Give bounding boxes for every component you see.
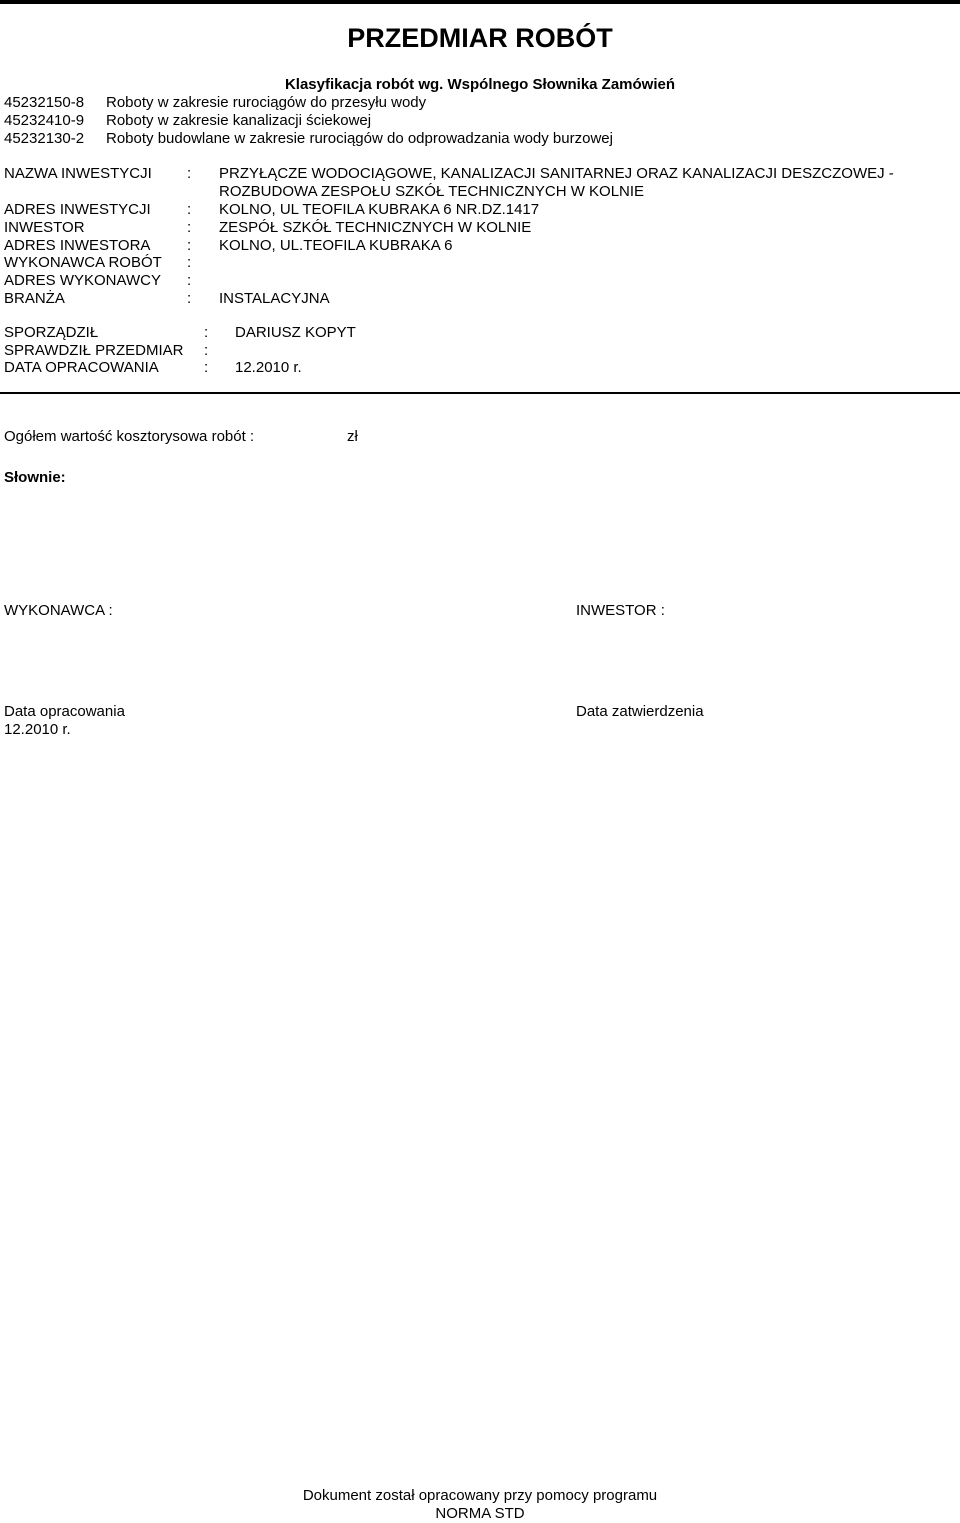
field-value-investor-address: KOLNO, UL.TEOFILA KUBRAKA 6 [219, 237, 453, 254]
field-value-investment-name: PRZYŁĄCZE WODOCIĄGOWE, KANALIZACJI SANITARNEJ ORAZ KANALIZACJI DESZCZOWEJ - [219, 165, 894, 182]
classification-heading: Klasyfikacja robót wg. Wspólnego Słownika Zamówień [284, 76, 676, 93]
page-title: PRZEDMIAR ROBÓT [347, 23, 613, 53]
date-approved-label: Data zatwierdzenia [576, 703, 704, 720]
date-prepared-label: Data opracowania [4, 703, 125, 720]
field-value-branch: INSTALACYJNA [219, 290, 330, 307]
cpv-description: Roboty budowlane w zakresie rurociągów do odprowadzania wody burzowej [106, 130, 613, 147]
field-separator: : [187, 201, 192, 218]
footer-program-name: NORMA STD [435, 1505, 525, 1522]
total-value-label: Ogółem wartość kosztorysowa robót : [4, 428, 255, 445]
field-separator: : [204, 359, 209, 376]
cpv-code: 45232130-2 [4, 130, 85, 147]
field-label-branch: BRANŻA [4, 290, 65, 307]
section-divider [0, 392, 960, 394]
cpv-description: Roboty w zakresie kanalizacji ściekowej [106, 112, 372, 129]
field-separator: : [187, 165, 192, 182]
field-label-preparation-date: DATA OPRACOWANIA [4, 359, 159, 376]
field-label-contractor: WYKONAWCA ROBÓT [4, 254, 162, 271]
field-value-investment-address: KOLNO, UL TEOFILA KUBRAKA 6 NR.DZ.1417 [219, 201, 540, 218]
field-value-investor: ZESPÓŁ SZKÓŁ TECHNICZNYCH W KOLNIE [219, 219, 532, 236]
field-value-investment-name-cont: ROZBUDOWA ZESPOŁU SZKÓŁ TECHNICZNYCH W KOLNIE [219, 183, 645, 200]
date-prepared-value: 12.2010 r. [4, 721, 71, 738]
top-rule [0, 0, 960, 4]
field-separator: : [187, 290, 192, 307]
footer-note: Dokument został opracowany przy pomocy programu [302, 1487, 658, 1504]
contractor-signature-label: WYKONAWCA : [4, 602, 113, 619]
field-label-prepared-by: SPORZĄDZIŁ [4, 324, 99, 341]
cpv-code: 45232150-8 [4, 94, 85, 111]
field-separator: : [204, 342, 209, 359]
field-separator: : [187, 219, 192, 236]
cpv-code: 45232410-9 [4, 112, 85, 129]
field-separator: : [187, 272, 192, 289]
field-separator: : [204, 324, 209, 341]
field-label-investor: INWESTOR [4, 219, 85, 236]
field-label-contractor-address: ADRES WYKONAWCY [4, 272, 161, 289]
amount-in-words-label: Słownie: [4, 469, 66, 486]
investor-signature-label: INWESTOR : [576, 602, 665, 619]
field-label-investment-address: ADRES INWESTYCJI [4, 201, 151, 218]
field-separator: : [187, 254, 192, 271]
field-separator: : [187, 237, 192, 254]
field-label-investor-address: ADRES INWESTORA [4, 237, 151, 254]
field-label-investment-name: NAZWA INWESTYCJI [4, 165, 152, 182]
total-currency: zł [347, 428, 358, 445]
field-label-checked-by: SPRAWDZIŁ PRZEDMIAR [4, 342, 184, 359]
cpv-description: Roboty w zakresie rurociągów do przesyłu wody [106, 94, 427, 111]
field-value-preparation-date: 12.2010 r. [235, 359, 302, 376]
field-value-prepared-by: DARIUSZ KOPYT [235, 324, 356, 341]
